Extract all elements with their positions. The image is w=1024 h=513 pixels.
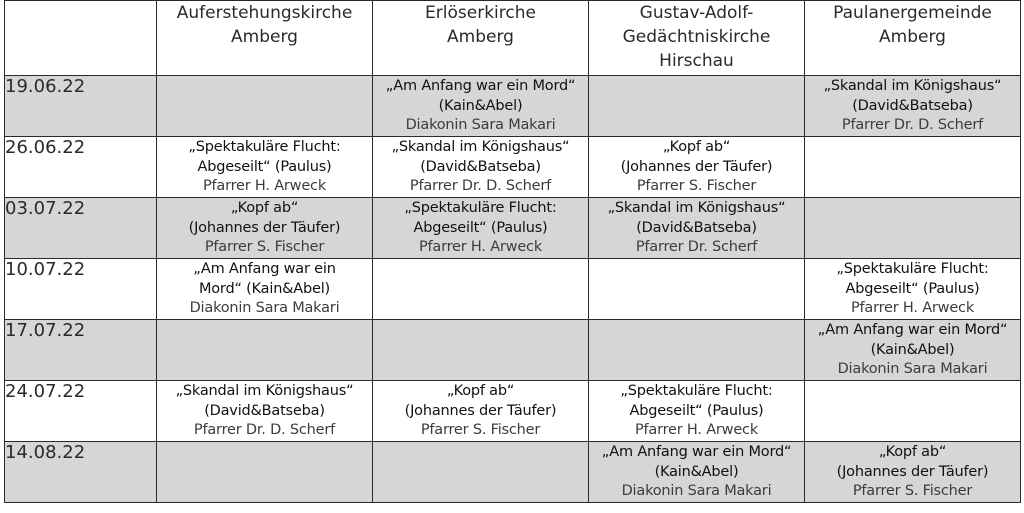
sermon-cell (373, 320, 589, 381)
sermon-title-line: Abgeseilt“ (Paulus) (845, 280, 980, 297)
speaker-name: Diakonin Sara Makari (621, 483, 772, 499)
sermon-schedule-table (4, 0, 1021, 503)
church-name-line: Erlöserkirche (425, 3, 536, 23)
speaker-name: Pfarrer S. Fischer (204, 239, 325, 255)
sermon-title-line (589, 259, 804, 260)
church-name-line: Amberg (879, 27, 946, 47)
sermon-title-line (373, 320, 588, 321)
sermon-title-line: „Skandal im Königshaus“ (391, 139, 570, 155)
sermon-cell (157, 320, 373, 381)
sermon-title-line: „Kopf ab“ (878, 444, 947, 460)
sermon-cell (589, 259, 805, 320)
sermon-title-line: „Am Anfang war ein Mord“ (385, 78, 576, 94)
sermon-cell (805, 198, 1021, 259)
sermon-title-line: (Kain&Abel) (438, 97, 523, 114)
sermon-cell (589, 198, 805, 259)
church-name-line: Paulanergemeinde (833, 3, 992, 23)
date-cell: 17.07.22 (5, 320, 157, 381)
sermon-title-line: Mord“ (Kain&Abel) (198, 280, 331, 297)
sermon-title-line: (David&Batseba) (204, 402, 325, 419)
sermon-title-line: „Am Anfang war ein Mord“ (817, 322, 1008, 338)
sermon-title-line: „Kopf ab“ (230, 200, 299, 216)
sermon-cell (805, 76, 1021, 137)
speaker-name: Pfarrer Dr. D. Scherf (193, 422, 336, 438)
sermon-title-line: „Skandal im Königshaus“ (823, 78, 1002, 94)
table-row (5, 381, 1021, 442)
speaker-name: Diakonin Sara Makari (405, 117, 556, 133)
date-cell: 26.06.22 (5, 137, 157, 198)
sermon-title-line: „Spektakuläre Flucht: (188, 139, 341, 155)
sermon-cell (805, 442, 1021, 503)
sermon-title-line (805, 198, 1020, 199)
church-header (805, 1, 1021, 76)
sermon-cell (157, 137, 373, 198)
sermon-title-line: „Skandal im Königshaus“ (175, 383, 354, 399)
sermon-title-line: (Kain&Abel) (870, 341, 955, 358)
sermon-title-line: „Kopf ab“ (446, 383, 515, 399)
sermon-cell (373, 381, 589, 442)
church-name-line: Gustav-Adolf- (639, 3, 754, 23)
date-cell: 10.07.22 (5, 259, 157, 320)
sermon-title-line: Abgeseilt“ (Paulus) (197, 158, 332, 175)
church-name-line: Amberg (447, 27, 514, 47)
sermon-title-line (805, 381, 1020, 382)
table-row (5, 198, 1021, 259)
sermon-cell (805, 381, 1021, 442)
speaker-name: Diakonin Sara Makari (837, 361, 988, 377)
sermon-cell (157, 76, 373, 137)
sermon-title-line: (David&Batseba) (420, 158, 541, 175)
sermon-title-line: (Johannes der Täufer) (188, 219, 341, 236)
speaker-name: Pfarrer S. Fischer (852, 483, 973, 499)
sermon-cell (589, 76, 805, 137)
table-row (5, 442, 1021, 503)
sermon-title-line: „Spektakuläre Flucht: (404, 200, 557, 216)
sermon-title-line (589, 76, 804, 77)
table-row (5, 259, 1021, 320)
speaker-name: Diakonin Sara Makari (189, 300, 340, 316)
sermon-cell (373, 198, 589, 259)
speaker-name: Pfarrer H. Arweck (850, 300, 975, 316)
sermon-title-line: (Kain&Abel) (654, 463, 739, 480)
sermon-title-line: (Johannes der Täufer) (404, 402, 557, 419)
sermon-cell (589, 381, 805, 442)
sermon-cell (589, 137, 805, 198)
speaker-name: Pfarrer Dr. D. Scherf (409, 178, 552, 194)
table-row (5, 137, 1021, 198)
sermon-title-line (157, 442, 372, 443)
sermon-title-line: „Am Anfang war ein Mord“ (601, 444, 792, 460)
table-row (5, 76, 1021, 137)
speaker-name: Pfarrer S. Fischer (420, 422, 541, 438)
header-row (5, 1, 1021, 76)
speaker-name: Pfarrer S. Fischer (636, 178, 757, 194)
sermon-cell (157, 198, 373, 259)
sermon-title-line: (Johannes der Täufer) (620, 158, 773, 175)
sermon-title-line: „Am Anfang war ein (193, 261, 336, 277)
sermon-cell (373, 442, 589, 503)
sermon-title-line: „Spektakuläre Flucht: (836, 261, 989, 277)
sermon-title-line (157, 76, 372, 77)
sermon-title-line (589, 320, 804, 321)
sermon-cell (589, 442, 805, 503)
sermon-title-line: (David&Batseba) (852, 97, 973, 114)
sermon-title-line: „Skandal im Königshaus“ (607, 200, 786, 216)
date-cell: 24.07.22 (5, 381, 157, 442)
speaker-name: Pfarrer Dr. D. Scherf (841, 117, 984, 133)
sermon-cell (157, 259, 373, 320)
speaker-name: Pfarrer H. Arweck (202, 178, 327, 194)
sermon-cell (805, 259, 1021, 320)
date-cell: 14.08.22 (5, 442, 157, 503)
sermon-cell (805, 320, 1021, 381)
sermon-cell (805, 137, 1021, 198)
sermon-cell (157, 381, 373, 442)
table-row (5, 320, 1021, 381)
sermon-cell (157, 442, 373, 503)
church-name-line: Gedächtniskirche (622, 27, 771, 47)
church-name-line: Amberg (231, 27, 298, 47)
sermon-title-line (373, 442, 588, 443)
sermon-cell (589, 320, 805, 381)
sermon-cell (373, 137, 589, 198)
sermon-title-line (157, 320, 372, 321)
speaker-name: Pfarrer H. Arweck (418, 239, 543, 255)
sermon-cell (373, 76, 589, 137)
sermon-title-line: Abgeseilt“ (Paulus) (629, 402, 764, 419)
sermon-title-line: Abgeseilt“ (Paulus) (413, 219, 548, 236)
speaker-name: Pfarrer Dr. Scherf (635, 239, 758, 255)
church-name-line: Hirschau (659, 51, 734, 71)
church-header (589, 1, 805, 76)
sermon-title-line (805, 137, 1020, 138)
date-cell: 19.06.22 (5, 76, 157, 137)
sermon-title-line: „Kopf ab“ (662, 139, 731, 155)
church-header (373, 1, 589, 76)
corner-cell (5, 1, 157, 76)
sermon-title-line (373, 259, 588, 260)
church-name-line: Auferstehungskirche (176, 3, 353, 23)
sermon-title-line: (Johannes der Täufer) (836, 463, 989, 480)
date-cell: 03.07.22 (5, 198, 157, 259)
sermon-title-line: (David&Batseba) (636, 219, 757, 236)
church-header (157, 1, 373, 76)
schedule-body (5, 76, 1021, 503)
sermon-title-line: „Spektakuläre Flucht: (620, 383, 773, 399)
speaker-name: Pfarrer H. Arweck (634, 422, 759, 438)
sermon-cell (373, 259, 589, 320)
